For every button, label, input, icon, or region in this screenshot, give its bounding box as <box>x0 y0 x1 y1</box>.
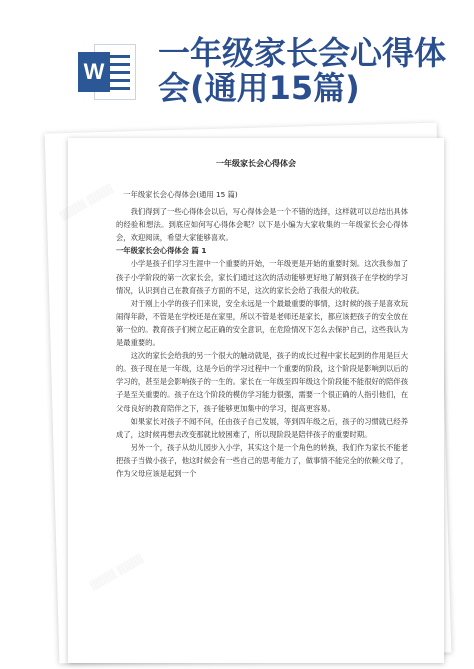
body-paragraph: 如果家长对孩子不闻不问，任由孩子自己发展，等到四年级之后，孩子的习惯就已经养成了，这时候再想去改变那就比较困难了，所以现阶段是陪伴孩子的重要时期。 <box>116 416 408 439</box>
body-paragraph: 对于刚上小学的孩子们来说，安全永远是一个最最重要的事情，这时候的孩子是喜欢玩闹得年龄，不管是在学校还是在家里，所以不管是老师还是家长，都应该把孩子的安全放在第一位的。教育孩子们树立起正确的安全意识，在危险情况下怎么去保护自己，这些我认为是最重要的。 <box>116 298 408 348</box>
document-title: 一年级家长会心得体会 <box>216 159 296 168</box>
document-subtitle: 一年级家长会心得体会(通用 15 篇) <box>123 190 238 199</box>
body-paragraph: 这次的家长会给我的另一个很大的触动就是，孩子的成长过程中家长起到的作用是巨大的。孩子现在是一年级，这是今后的学习过程中一个重要的阶段，这个阶段是影响到以后的学习的，甚至是会影响孩子的一生的。家长在一年级至四年级这个阶段能不能很好的陪伴孩子是至关重要的。孩子在这个阶段的模仿学习能力很强，需要一个很正确的人指引他们，在父母良好的教育陪伴之下，孩子能够更加集中的学习，提高更容易。 <box>116 351 408 413</box>
intro-paragraph: 我们得到了一些心得体会以后，写心得体会是一个不错的选择，这样就可以总结出具体的经验和想法。到底应如何写心得体会呢？以下是小编为大家收集的一年级家长会心得体会，欢迎阅读，希望大家能够喜欢。 <box>116 207 408 243</box>
document-page: ▒▒▒▒ ▒▒▒▒ ▒▒▒▒ ▒▒▒▒ ▒▒▒▒ ▒▒▒▒ 一年级家长会心得体会 一年级家长会心得体会(通用 15 篇) 我们得到了一些心得体会以后，写心得体会是一个不错的选择，这样就可以总结出具体的经验和想法。到底应如何写心得体会呢？以下是小编为大家收集的一年级家长会心得体会，欢迎阅读，希望大家能够喜欢。 一年级家长会心得体会 篇 1 小学是孩子们学习生涯中一个重要的开始，一年级更是开始的重要时刻。这次我参加了孩子小学阶段的第一次家长会，家长们通过这次的活动能够更好地了解到孩子在学校的学习情况，认识到自己在教育孩子方面的不足，这次的家长会给了我很大的收获。 对于刚上小学的孩子们来说，安全永远是一个最最重要的事情，这时候的孩子是喜欢玩闹得年龄，不管是在学校还是在家里，所以不管是老师还是家长，都应该把孩子的安全放在第一位的。教育孩子们树立起正确的安全意识，在危险情况下怎么去保护自己，这些我认为是最重要的。 这次的家长会给我的另一个很大的触动就是，孩子的成长过程中家长起到的作用是巨大的。孩子现在是一年级，这是今后的学习过程中一个重要的阶段，这个阶段是影响到以后的学习的，甚至是会影响孩子的一生的。家长在一年级至四年级这个阶段能不能很好的陪伴孩子是至关重要的。孩子在这个阶段的模仿学习能力很强，需要一个很正确的人指引他们，在父母良好的教育陪伴之下，孩子能够更加集中的学习，提高更容易。 如果家长对孩子不闻不问，任由孩子自己发展，等到四年级之后，孩子的习惯就已经养成了，这时候再想去改变那就比较困难了，所以现阶段是陪伴孩子的重要时期。 另外一个，孩子从幼儿园步入小学，其实这个是一个角色的转换，我们作为家长不能老把孩子当做小孩子，他这时候会有一些自己的思考能力了，做事情不能完全的依赖父母了，作为父母应该是起到一个 <box>68 138 444 663</box>
body-paragraph: 小学是孩子们学习生涯中一个重要的开始，一年级更是开始的重要时刻。这次我参加了孩子小学阶段的第一次家长会，家长们通过这次的活动能够更好地了解到孩子在学校的学习情况，认识到自己在教育孩子方面的不足，这次的家长会给了我很大的收获。 <box>116 259 408 295</box>
section-heading: 一年级家长会心得体会 篇 1 <box>116 246 207 256</box>
banner-title: 一年级家长会心得体会(通用15篇) <box>158 34 447 107</box>
body-paragraph: 另外一个，孩子从幼儿园步入小学，其实这个是一个角色的转换，我们作为家长不能老把孩子当做小孩子，他这时候会有一些自己的思考能力了，做事情不能完全的依赖父母了，作为父母应该是起到一个 <box>116 442 408 478</box>
word-document-icon <box>78 44 138 100</box>
word-w-badge: W <box>78 52 110 92</box>
document-body <box>116 188 408 480</box>
